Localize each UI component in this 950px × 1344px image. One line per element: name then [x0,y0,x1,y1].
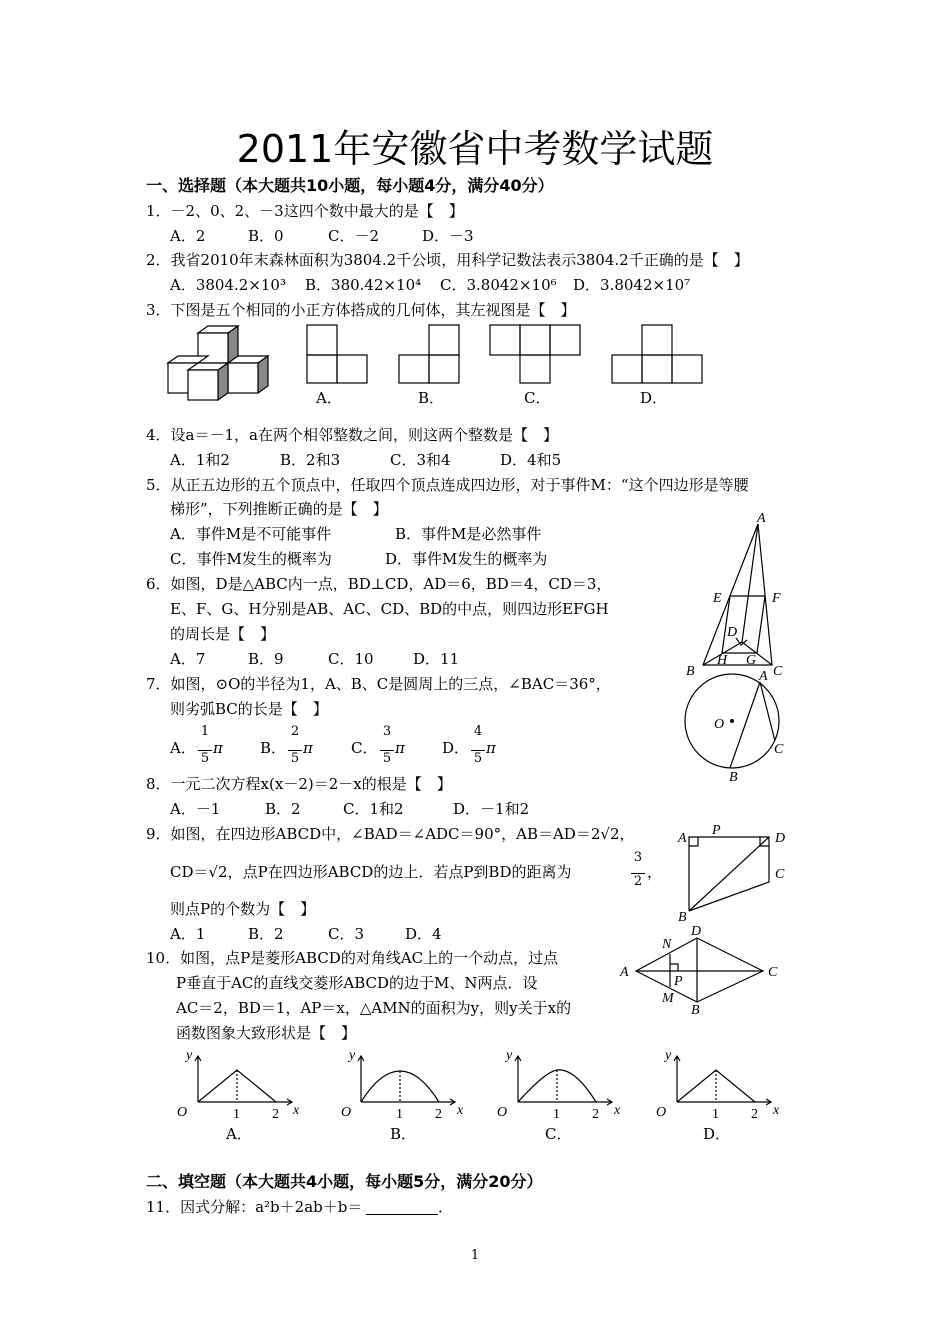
q5-option-a: A．事件M是不可能事件 [170,525,332,543]
q9-frac-denominator: 2 [631,873,645,890]
graph-d-y: y [665,1048,672,1063]
q11-stem: 11．因式分解：a²b＋2ab＋b＝ [146,1198,363,1216]
label-a: A [759,669,768,684]
q10-stem-line1: 10．如图，点P是菱形ABCD的对角线AC上的一个动点，过点 [146,949,559,967]
q11-end: ． [438,1198,454,1216]
q5-option-c: C．事件M发生的概率为 [170,550,332,568]
q9-option-d: D．4 [405,925,442,943]
q5-option-d: D．事件M发生的概率为 [385,550,548,568]
label-c: C [775,867,785,882]
q7-d-pi: π [486,739,496,757]
q3-option-d: D． [640,389,668,407]
label-f: F [772,591,781,606]
q3-stem: 3．下图是五个相同的小正方体搭成的几何体，其左视图是【 】 [146,301,576,319]
q1-option-d: D．－3 [422,227,474,245]
q2-stem: 2．我省2010年末森林面积为3804.2千公顷，用科学记数法表示3804.2千正确的是【 】 [146,251,749,269]
q9-stem-line2: CD＝√2，点P在四边形ABCD的边上．若点P到BD的距离为 [170,863,572,881]
q4-option-b: B．2和3 [280,451,341,469]
q7-b-denominator: 5 [288,750,302,767]
graph-d-tick-1: 1 [712,1107,719,1122]
label-b: B [678,910,687,925]
label-b: B [686,664,695,679]
graph-c-tick-2: 2 [592,1107,599,1122]
label-e: E [713,591,722,606]
q10-option-b: B． [390,1125,417,1143]
q7-a-denominator: 5 [198,750,212,767]
q9-stem-line1: 9．如图，在四边形ABCD中，∠BAD＝∠ADC＝90°，AB＝AD＝2√2， [146,825,635,843]
q10-option-d: D． [703,1125,731,1143]
label-a: A [678,831,687,846]
q6-option-a: A．7 [170,650,206,668]
label-c: C [774,742,784,757]
q9-option-a: A．1 [170,925,206,943]
q7-option-d: D． [442,739,470,757]
graph-b-tick-2: 2 [435,1107,442,1122]
graph-c-tick-1: 1 [553,1107,560,1122]
q5-stem-line2: 梯形”，下列推断正确的是【 】 [170,500,388,518]
q6-option-c: C．10 [328,650,374,668]
q4-option-a: A．1和2 [170,451,230,469]
page-number: 1 [470,1248,480,1263]
q2-option-a: A．3804.2×10³ [170,276,286,294]
graph-c-x: x [614,1103,621,1118]
q7-c-pi: π [395,739,405,757]
label-m: M [662,991,674,1006]
graph-b-tick-1: 1 [396,1107,403,1122]
graph-a-tick-2: 2 [272,1107,279,1122]
q7-option-c: C． [351,739,378,757]
q10-option-a: A． [226,1125,252,1143]
label-b: B [729,770,738,785]
graph-b-x: x [457,1103,464,1118]
graph-d-x: x [773,1103,780,1118]
graph-c-y: y [506,1048,513,1063]
q4-option-c: C．3和4 [390,451,451,469]
label-h: H [717,653,728,668]
graph-b-y: y [349,1048,356,1063]
q6-stem-line3: 的周长是【 】 [170,625,276,643]
q7-d-numerator: 4 [473,724,483,739]
label-a: A [620,965,629,980]
graph-a-y: y [186,1048,193,1063]
label-p: P [674,974,683,989]
label-d: D [727,625,738,640]
q10-stem-line2: P垂直于AC的直线交菱形ABCD的边于M、N两点．设 [176,974,538,992]
label-n: N [662,937,672,952]
graph-a-tick-1: 1 [233,1107,240,1122]
q7-stem-line2: 则劣弧BC的长是【 】 [170,700,328,718]
q3-option-a: A． [316,389,342,407]
q6-stem-line1: 6．如图，D是△ABC内一点，BD⊥CD，AD＝6，BD＝4，CD＝3， [146,575,612,593]
q9-frac-numerator: 3 [633,850,643,865]
q7-a-pi: π [213,739,223,757]
q1-option-c: C．－2 [328,227,380,245]
q8-option-d: D．－1和2 [453,800,530,818]
section-1-heading: 一、选择题（本大题共10小题，每小题4分，满分40分） [146,176,554,195]
q8-stem: 8．一元二次方程x(x－2)＝2－x的根是【 】 [146,775,452,793]
q8-option-b: B．2 [265,800,301,818]
q4-option-d: D．4和5 [500,451,562,469]
label-a: A [757,511,766,526]
label-o: O [714,717,725,732]
q6-stem-line2: E、F、G、H分别是AB、AC、CD、BD的中点，则四边形EFGH [170,600,609,618]
q2-option-d: D．3.8042×10⁷ [573,276,691,294]
graph-d-tick-2: 2 [751,1107,758,1122]
q6-option-b: B．9 [248,650,284,668]
q1-option-b: B．0 [248,227,284,245]
q6-option-d: D．11 [413,650,460,668]
q3-option-c: C． [524,389,551,407]
q10-stem-line4: 函数图象大致形状是【 】 [176,1024,357,1042]
graph-a-x: x [293,1103,300,1118]
q3-option-b: B． [418,389,445,407]
q5-option-b: B．事件M是必然事件 [395,525,542,543]
q8-option-a: A．－1 [170,800,221,818]
label-d: D [775,831,786,846]
q7-option-a: A． [170,739,196,757]
label-p: P [712,823,721,838]
q9-stem-line2-end: ， [647,863,663,881]
q7-c-numerator: 3 [382,724,392,739]
q9-option-b: B．2 [248,925,284,943]
q8-option-c: C．1和2 [343,800,404,818]
q9-stem-line3: 则点P的个数为【 】 [170,900,316,918]
q7-b-numerator: 2 [290,724,300,739]
q7-b-pi: π [303,739,313,757]
q7-option-b: B． [260,739,287,757]
q10-stem-line3: AC＝2，BD＝1，AP＝x，△AMN的面积为y，则y关于x的 [176,999,572,1017]
q7-c-denominator: 5 [380,750,394,767]
graph-b-origin: O [341,1105,352,1120]
q7-d-denominator: 5 [471,750,485,767]
q10-option-c: C． [545,1125,572,1143]
label-b: B [691,1003,700,1018]
label-c: C [773,664,783,679]
q1-option-a: A．2 [170,227,206,245]
graph-c-origin: O [497,1105,508,1120]
q4-stem: 4．设a＝－1，a在两个相邻整数之间，则这两个整数是【 】 [146,426,558,444]
q2-option-b: B．380.42×10⁴ [305,276,422,294]
q11-answer-blank [366,1214,438,1215]
q1-stem: 1．－2、0、2、－3这四个数中最大的是【 】 [146,202,464,220]
q9-option-c: C．3 [328,925,365,943]
label-c: C [768,965,778,980]
graph-a-origin: O [177,1105,188,1120]
page-title: 2011年安徽省中考数学试题 [236,127,714,171]
label-g: G [746,653,757,668]
q7-a-numerator: 1 [200,724,210,739]
graph-d-origin: O [656,1105,667,1120]
section-2-heading: 二、填空题（本大题共4小题，每小题5分，满分20分） [146,1172,543,1191]
q5-stem-line1: 5．从正五边形的五个顶点中，任取四个顶点连成四边形，对于事件M：“这个四边形是等腰 [146,476,749,494]
q7-stem-line1: 7．如图，⊙O的半径为1，A、B、C是圆周上的三点，∠BAC＝36°， [146,675,611,693]
q2-option-c: C．3.8042×10⁶ [440,276,557,294]
label-d: D [691,924,702,939]
